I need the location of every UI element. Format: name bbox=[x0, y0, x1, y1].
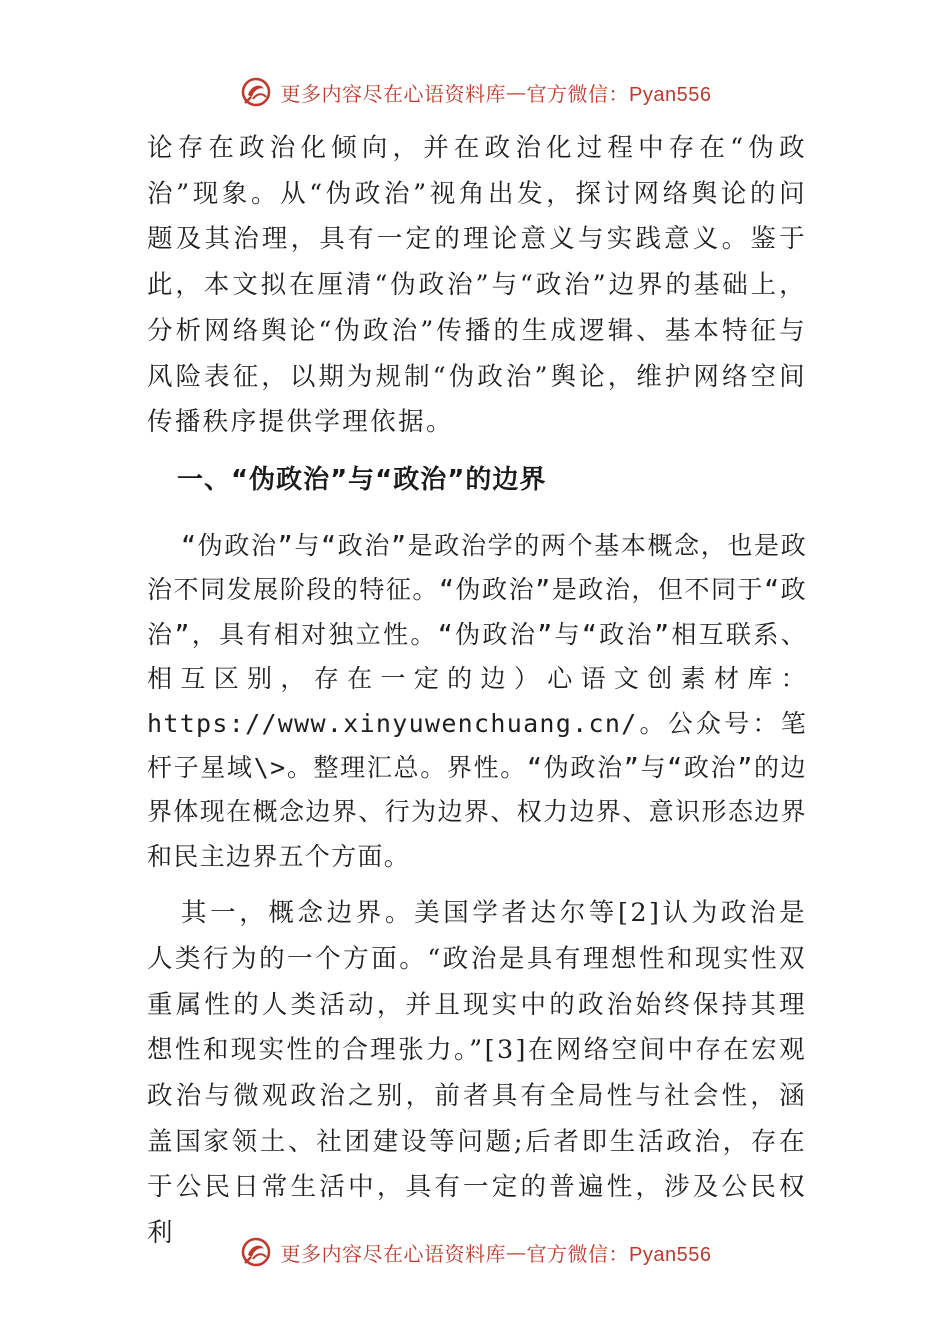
banner-brand-text: 更多内容尽在心语资料库 bbox=[280, 1241, 507, 1266]
flower-seal-icon bbox=[239, 1235, 273, 1269]
flower-seal-icon bbox=[239, 75, 273, 109]
section-heading: 一、“伪政治”与“政治”的边界 bbox=[177, 464, 547, 495]
paragraph-boundary-overview: “伪政治”与“政治”是政治学的两个基本概念，也是政治不同发展阶段的特征。“伪政治”是政治，但不同于“政治”，具有相对独立性。“伪政治”与“政治”相互联系、相互区别，存在一定的边）心语文创素材库：https://www.xinyuwenchuang.cn/。公众号：笔杆子星域\>。整理汇总。界性。“伪政治”与“政治”的边界体现在概念边界、行为边界、权力边界、意识形态边界和民主边界五个方面。 bbox=[147, 530, 807, 871]
banner-wechat-text: 官方微信：Pyan556 bbox=[526, 83, 712, 106]
banner-separator: — bbox=[506, 1240, 527, 1264]
paragraph-concept-boundary: 其一，概念边界。美国学者达尔等[2]认为政治是人类行为的一个方面。“政治是具有理想性和现实性双重属性的人类活动，并且现实中的政治始终保持其理想性和现实性的合理张力。”[3]在网络空间中存在宏观政治与微观政治之别，前者具有全局性与社会性，涵盖国家领土、社团建设等问题;后者即生活政治，存在于公民日常生活中，具有一定的普遍性，涉及公民权利 bbox=[147, 898, 807, 1249]
header-watermark-banner bbox=[0, 72, 950, 112]
paragraph-intro: 论存在政治化倾向，并在政治化过程中存在“伪政治”现象。从“伪政治”视角出发，探讨网络舆论的问题及其治理，具有一定的理论意义与实践意义。鉴于此，本文拟在厘清“伪政治”与“政治”边界的基础上，分析网络舆论“伪政治”传播的生成逻辑、基本特征与风险表征，以期为规制“伪政治”舆论，维护网络空间传播秩序提供学理依据。 bbox=[147, 133, 807, 438]
banner-separator: — bbox=[506, 80, 527, 104]
banner-wechat-text: 官方微信：Pyan556 bbox=[526, 1243, 712, 1266]
footer-watermark-banner bbox=[0, 1232, 950, 1272]
document-body bbox=[147, 126, 807, 1257]
banner-brand-text: 更多内容尽在心语资料库 bbox=[280, 81, 507, 106]
